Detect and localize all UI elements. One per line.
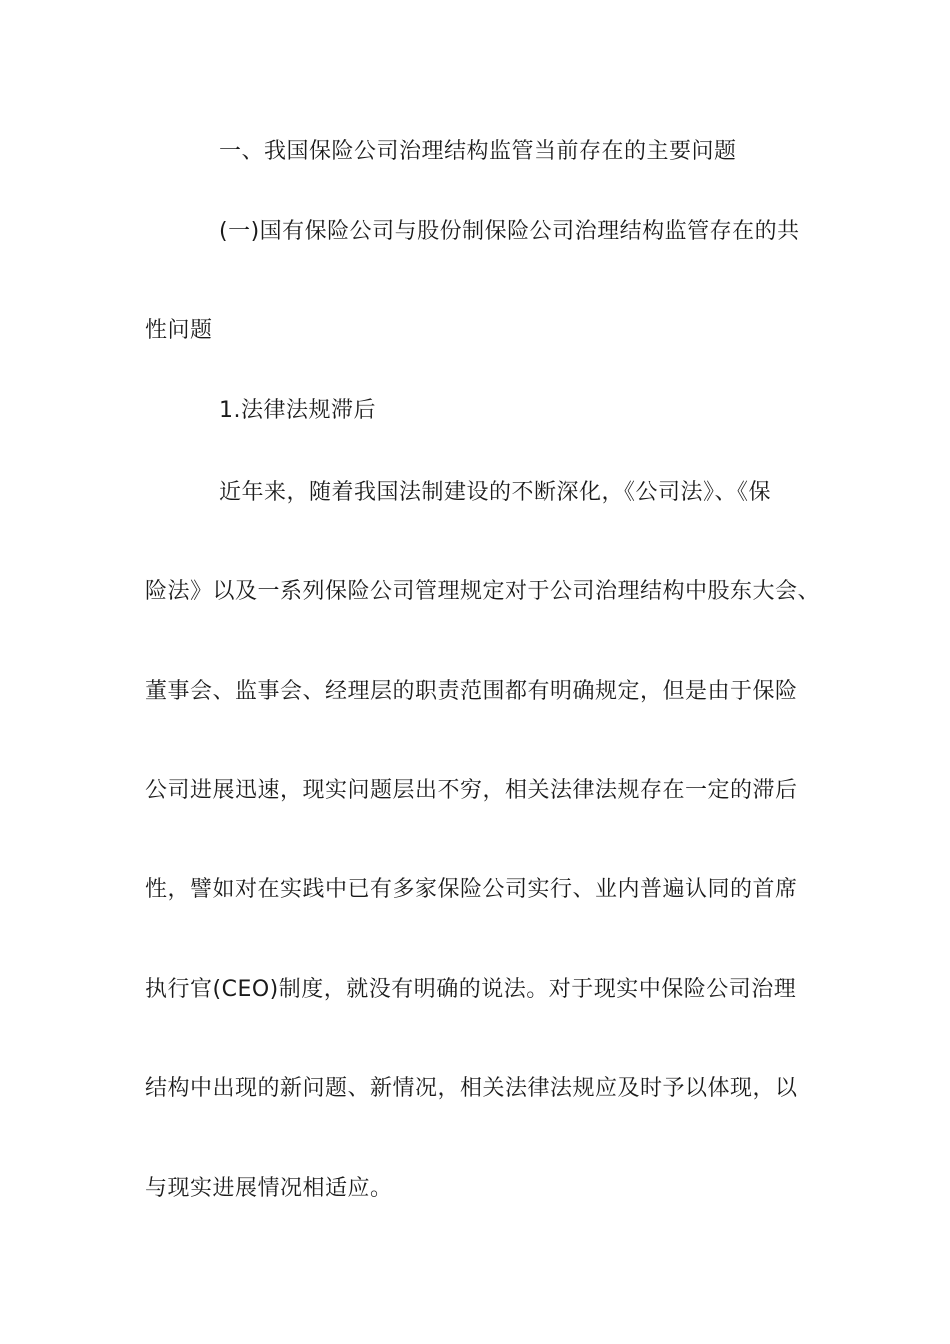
paragraph-line: 险法》以及一系列保险公司管理规定对于公司治理结构中股东大会、 [145, 579, 821, 604]
paragraph-line: 执行官(CEO)制度，就没有明确的说法。对于现实中保险公司治理 [145, 977, 797, 1002]
paragraph-line: 公司进展迅速，现实问题层出不穷，相关法律法规存在一定的滞后 [145, 778, 798, 803]
paragraph-line: 近年来，随着我国法制建设的不断深化，《公司法》、《保 [219, 480, 772, 505]
section-heading: 一、我国保险公司治理结构监管当前存在的主要问题 [219, 139, 737, 164]
paragraph-line: 董事会、监事会、经理层的职责范围都有明确规定，但是由于保险 [145, 679, 798, 704]
item-heading: 1.法律法规滞后 [219, 398, 376, 423]
subsection-heading-line-1: (一)国有保险公司与股份制保险公司治理结构监管存在的共 [219, 219, 800, 244]
paragraph-line: 结构中出现的新问题、新情况，相关法律法规应及时予以体现，以 [145, 1076, 798, 1101]
subsection-heading-line-2: 性问题 [145, 318, 213, 343]
paragraph-line: 与现实进展情况相适应。 [145, 1176, 393, 1201]
paragraph-line: 性，譬如对在实践中已有多家保险公司实行、业内普遍认同的首席 [145, 877, 798, 902]
